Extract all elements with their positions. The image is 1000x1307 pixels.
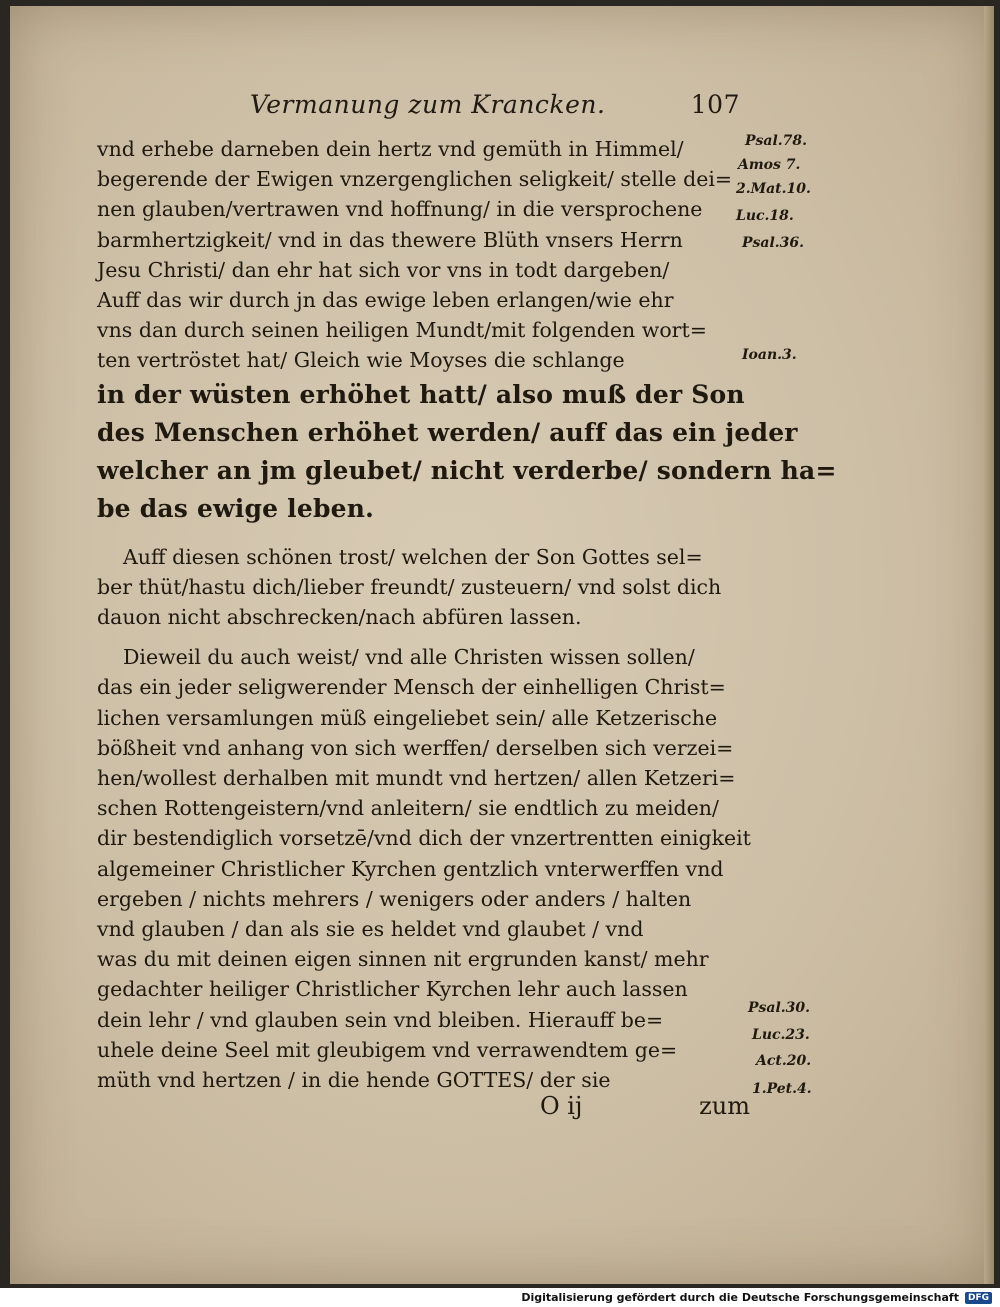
- emphasized-quotation: [97, 376, 837, 528]
- text-line: das ein jeder seligwerender Mensch der einhelligen Christ=: [97, 675, 726, 700]
- text-line: ergeben / nichts mehrers / wenigers oder anders / halten: [97, 886, 692, 911]
- text-line: müth vnd hertzen / in die hende GOTTES/ der sie: [97, 1068, 611, 1093]
- catchword: zum: [699, 1092, 750, 1120]
- text-line: bößheit vnd anhang von sich werffen/ derselben sich verzei=: [97, 735, 734, 760]
- text-line: dauon nicht abschrecken/nach abfüren lassen.: [97, 605, 582, 630]
- page-number: 107: [690, 90, 740, 119]
- text-line: begerende der Ewigen vnzergenglichen seligkeit/ stelle dei=: [97, 167, 733, 192]
- marginal-reference: Psal.30.: [748, 1000, 811, 1016]
- signature-mark: O ij: [540, 1092, 583, 1120]
- text-line: ber thüt/hastu dich/lieber freundt/ zusteuern/ vnd solst dich: [97, 574, 722, 599]
- text-line: vnd glauben / dan als sie es heldet vnd glaubet / vnd: [97, 917, 644, 942]
- text-line: schen Rottengeistern/vnd anleitern/ sie endtlich zu meiden/: [97, 796, 719, 821]
- running-title: Vermanung zum Krancken.: [250, 90, 606, 119]
- text-line: vns dan durch seinen heiligen Mundt/mit folgenden wort=: [97, 318, 707, 343]
- text-line: was du mit deinen eigen sinnen nit ergrunden kanst/ mehr: [97, 947, 709, 972]
- marginal-reference: 1.Pet.4.: [752, 1081, 812, 1097]
- marginal-reference: Ioan.3.: [742, 347, 797, 363]
- text-line: gedachter heiliger Christlicher Kyrchen lehr auch lassen: [97, 977, 688, 1002]
- marginal-reference: Psal.78.: [745, 133, 808, 149]
- page-edge: [984, 6, 994, 1284]
- marginal-reference: Luc.18.: [736, 208, 794, 224]
- quote-line: des Menschen erhöhet werden/ auff das ein jeder: [97, 417, 798, 447]
- text-line: Jesu Christi/ dan ehr hat sich vor vns in todt dargeben/: [97, 257, 670, 282]
- quote-line: welcher an jm gleubet/ nicht verderbe/ sondern ha=: [97, 455, 837, 485]
- text-line: Auff das wir durch jn das ewige leben erlangen/wie ehr: [97, 288, 674, 313]
- marginal-reference: Amos 7.: [738, 157, 801, 173]
- text-line: ten vertröstet hat/ Gleich wie Moyses die schlange: [97, 348, 625, 373]
- text-line: dir bestendiglich vorsetzē/vnd dich der vnzertrentten einigkeit: [97, 826, 751, 851]
- marginal-reference: 2.Mat.10.: [736, 181, 811, 197]
- text-line: vnd erhebe darneben dein hertz vnd gemüth in Himmel/: [97, 137, 684, 161]
- paragraph-3: [97, 642, 751, 1095]
- text-line: barmhertzigkeit/ vnd in das thewere Blüth vnsers Herrn: [97, 227, 683, 252]
- quote-line: in der wüsten erhöhet hatt/ also muß der Son: [97, 379, 745, 409]
- marginal-reference: Psal.36.: [742, 235, 805, 251]
- catchline: [540, 1092, 750, 1120]
- text-line: uhele deine Seel mit gleubigem vnd verrawendtem ge=: [97, 1037, 678, 1062]
- paragraph-2: [97, 542, 737, 633]
- marginal-reference: Luc.23.: [752, 1027, 810, 1043]
- text-line: nen glauben/vertrawen vnd hoffnung/ in die versprochene: [97, 197, 703, 222]
- text-line: algemeiner Christlicher Kyrchen gentzlich vnterwerffen vnd: [97, 856, 724, 881]
- digitization-credit: [521, 1291, 992, 1304]
- text-line: lichen versamlungen müß eingeliebet sein/ alle Ketzerische: [97, 705, 718, 730]
- paragraph-1: [97, 134, 737, 376]
- running-header: [250, 90, 740, 119]
- quote-line: be das ewige leben.: [97, 493, 375, 523]
- text-line: Dieweil du auch weist/ vnd alle Christen wissen sollen/: [123, 645, 695, 670]
- text-line: hen/wollest derhalben mit mundt vnd hertzen/ allen Ketzeri=: [97, 766, 736, 791]
- marginal-reference: Act.20.: [756, 1053, 812, 1069]
- credit-text: Digitalisierung gefördert durch die Deutsche Forschungsgemeinschaft: [521, 1291, 959, 1304]
- text-line: dein lehr / vnd glauben sein vnd bleiben. Hierauff be=: [97, 1007, 664, 1032]
- text-line: Auff diesen schönen trost/ welchen der Son Gottes sel=: [123, 544, 703, 569]
- dfg-logo: DFG: [965, 1292, 992, 1304]
